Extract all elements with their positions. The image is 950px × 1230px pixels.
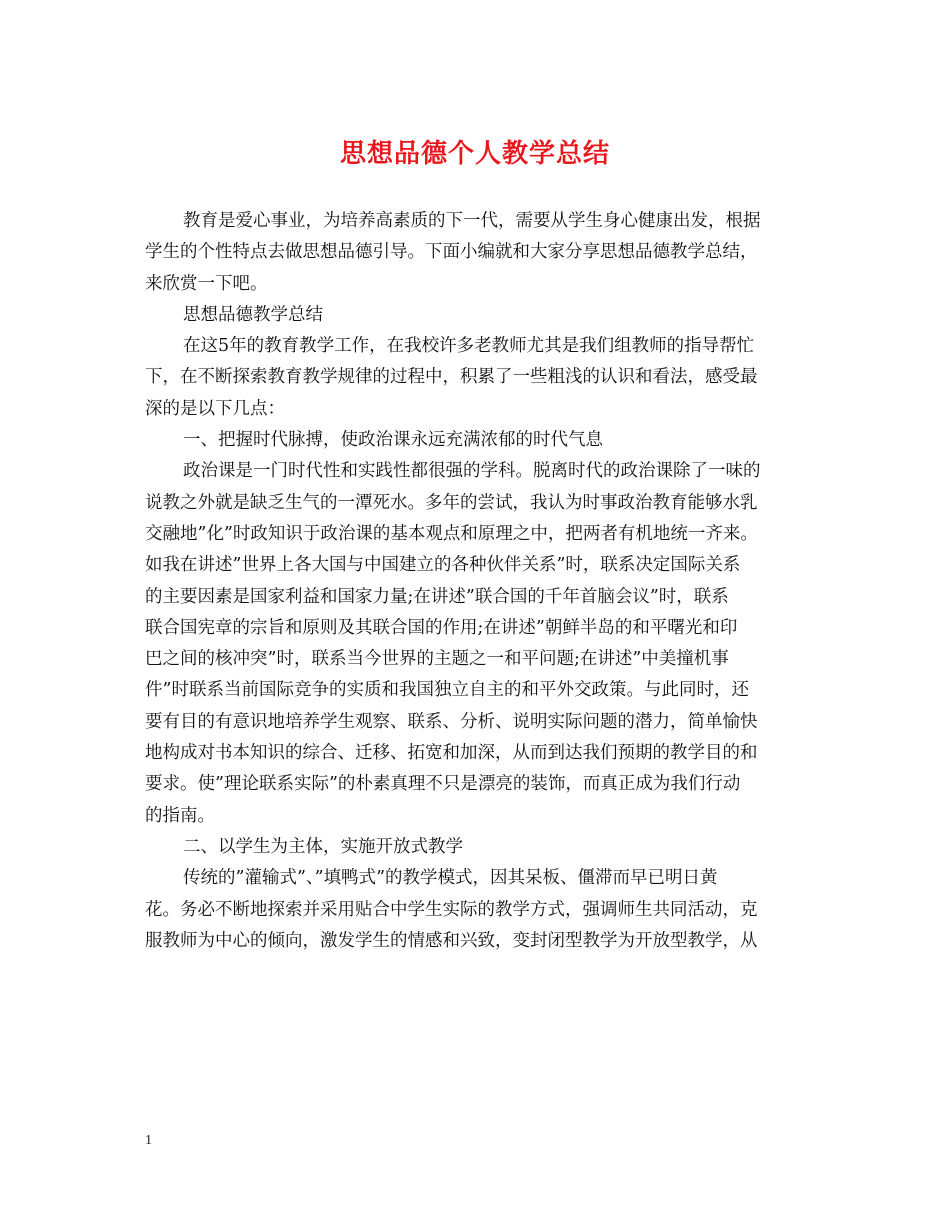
text-line: 一、把握时代脉搏，使政治课永远充满浓郁的时代气息 xyxy=(183,430,603,451)
text-line: 深的是以下几点： xyxy=(145,398,285,419)
text-line: 巴之间的核冲突”时，联系当今世界的主题之一和平问题;在讲述”中美撞机事 xyxy=(145,649,729,670)
text-line: 的主要因素是国家利益和国家力量;在讲述”联合国的千年首脑会议”时，联系 xyxy=(145,586,729,607)
text-line: 地构成对书本知识的综合、迁移、拓宽和加深，从而到达我们预期的教学目的和 xyxy=(145,743,758,764)
text-line: 联合国宪章的宗旨和原则及其联合国的作用;在讲述”朝鲜半岛的和平曙光和印 xyxy=(145,617,738,638)
text-line: 说教之外就是缺乏生气的一潭死水。多年的尝试，我认为时事政治教育能够水乳 xyxy=(145,492,758,513)
text-line: 二、以学生为主体，实施开放式教学 xyxy=(183,836,463,857)
text-line: 教育是爱心事业，为培养高素质的下一代，需要从学生身心健康出发，根据 xyxy=(183,211,761,231)
text-line: 如我在讲述”世界上各大国与中国建立的各种伙伴关系”时，联系决定国际关系 xyxy=(145,555,741,576)
text-line: 政治课是一门时代性和实践性都很强的学科。脱离时代的政治课除了一味的 xyxy=(183,461,761,482)
page-number: 1 xyxy=(145,1133,152,1148)
text-line: 的指南。 xyxy=(145,805,215,826)
text-line: 传统的”灌输式”、”填鸭式”的教学模式，因其呆板、僵滞而早已明日黄 xyxy=(183,868,718,889)
document-body xyxy=(145,206,805,957)
text-line: 花。务必不断地探索并采用贴合中学生实际的教学方式，强调师生共同活动，克 xyxy=(145,899,758,920)
text-line: 来欣赏一下吧。 xyxy=(145,273,268,294)
text-line: 服教师为中心的倾向，激发学生的情感和兴致，变封闭型教学为开放型教学，从 xyxy=(145,930,758,951)
text-line: 思想品德教学总结 xyxy=(183,304,323,325)
text-line: 在这5年的教育教学工作，在我校许多老教师尤其是我们组教师的指导帮忙 xyxy=(183,336,755,357)
text-line: 交融地”化”时政知识于政治课的基本观点和原理之中，把两者有机地统一齐来。 xyxy=(145,523,758,544)
document-title: 思想品德个人教学总结 xyxy=(339,139,610,169)
text-line: 要求。使”理论联系实际”的朴素真理不只是漂亮的装饰，而真正成为我们行动 xyxy=(145,774,741,795)
text-line: 学生的个性特点去做思想品德引导。下面小编就和大家分享思想品德教学总结， xyxy=(145,242,758,263)
text-line: 件”时联系当前国际竞争的实质和我国独立自主的和平外交政策。与此同时，还 xyxy=(145,680,749,701)
text-line: 要有目的有意识地培养学生观察、联系、分析、说明实际问题的潜力，简单愉快 xyxy=(145,711,758,732)
text-line: 下，在不断探索教育教学规律的过程中，积累了一些粗浅的认识和看法，感受最 xyxy=(145,367,758,388)
